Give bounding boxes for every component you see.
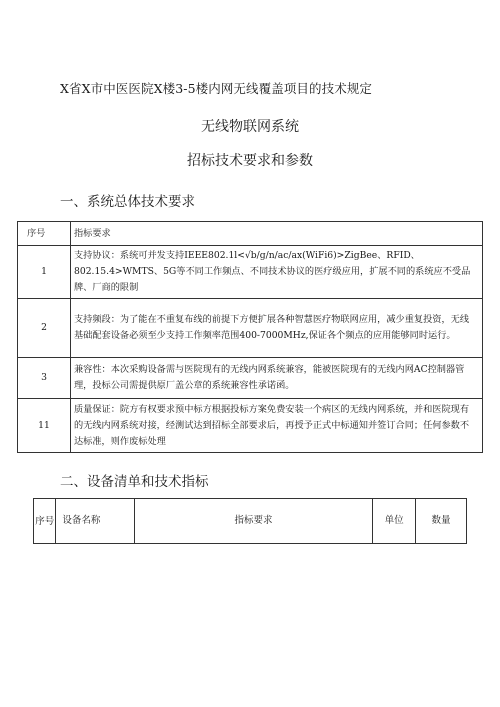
system-heading: 无线物联网系统 bbox=[201, 119, 299, 135]
row-text: 兼容性：本次采购设备需与医院现有的无线内网系统兼容，能被医院现有的无线内网AC控制器管理，投标公司需提供原厂盖公章的系统兼容性承诺函。 bbox=[71, 358, 483, 399]
header-qty: 数量 bbox=[416, 499, 467, 544]
document-title: X省X市中医医院X楼3-5楼内网无线覆盖项目的技术规定 bbox=[60, 81, 373, 96]
section1-title: 一、系统总体技术要求 bbox=[60, 194, 195, 210]
row-num: 1 bbox=[18, 246, 71, 299]
row-num: 2 bbox=[18, 299, 71, 358]
row-num: 11 bbox=[18, 399, 71, 453]
table-row bbox=[18, 399, 483, 453]
header-num: 序号 bbox=[18, 222, 71, 246]
section2-title: 二、设备清单和技术指标 bbox=[60, 474, 209, 490]
row-text: 支持协议：系统可并发支持IEEE802.1l<√b/g/n/ac/ax(WiFi6)>ZigBee、RFID、802.15.4>WMTS、5G等不同工作频点、不同技术协议的医疗级应用，扩展不同的系统应不受品牌、厂商的限制 bbox=[71, 246, 483, 299]
header-name: 设备名称 bbox=[56, 499, 134, 544]
table-row bbox=[18, 358, 483, 399]
tender-heading: 招标技术要求和参数 bbox=[187, 153, 313, 169]
requirements-table bbox=[17, 221, 483, 453]
row-text: 支持频段：为了能在不重复布线的前提下方便扩展各种智慧医疗物联网应用，减少重复投资，无线基础配套设备必须至少支持工作频率范围400-7000MHz,保证各个频点的应用能够同时运行。 bbox=[71, 299, 483, 358]
header-req: 指标要求 bbox=[71, 222, 483, 246]
header-req: 指标要求 bbox=[134, 499, 372, 544]
equipment-header-row bbox=[34, 499, 467, 544]
table-row bbox=[18, 299, 483, 358]
equipment-table bbox=[33, 498, 467, 544]
row-num: 3 bbox=[18, 358, 71, 399]
header-seq: 序号 bbox=[34, 499, 56, 544]
table-header-row bbox=[18, 222, 483, 246]
row-text: 质量保证：院方有权要求预中标方根据投标方案免费安装一个病区的无线内网系统，并和医院现有的无线内网系统对接，经测试达到招标全部要求后，再授予正式中标通知并签订合同；任何参数不达标准，则作废标处理 bbox=[71, 399, 483, 453]
header-unit: 单位 bbox=[373, 499, 416, 544]
table-row bbox=[18, 246, 483, 299]
